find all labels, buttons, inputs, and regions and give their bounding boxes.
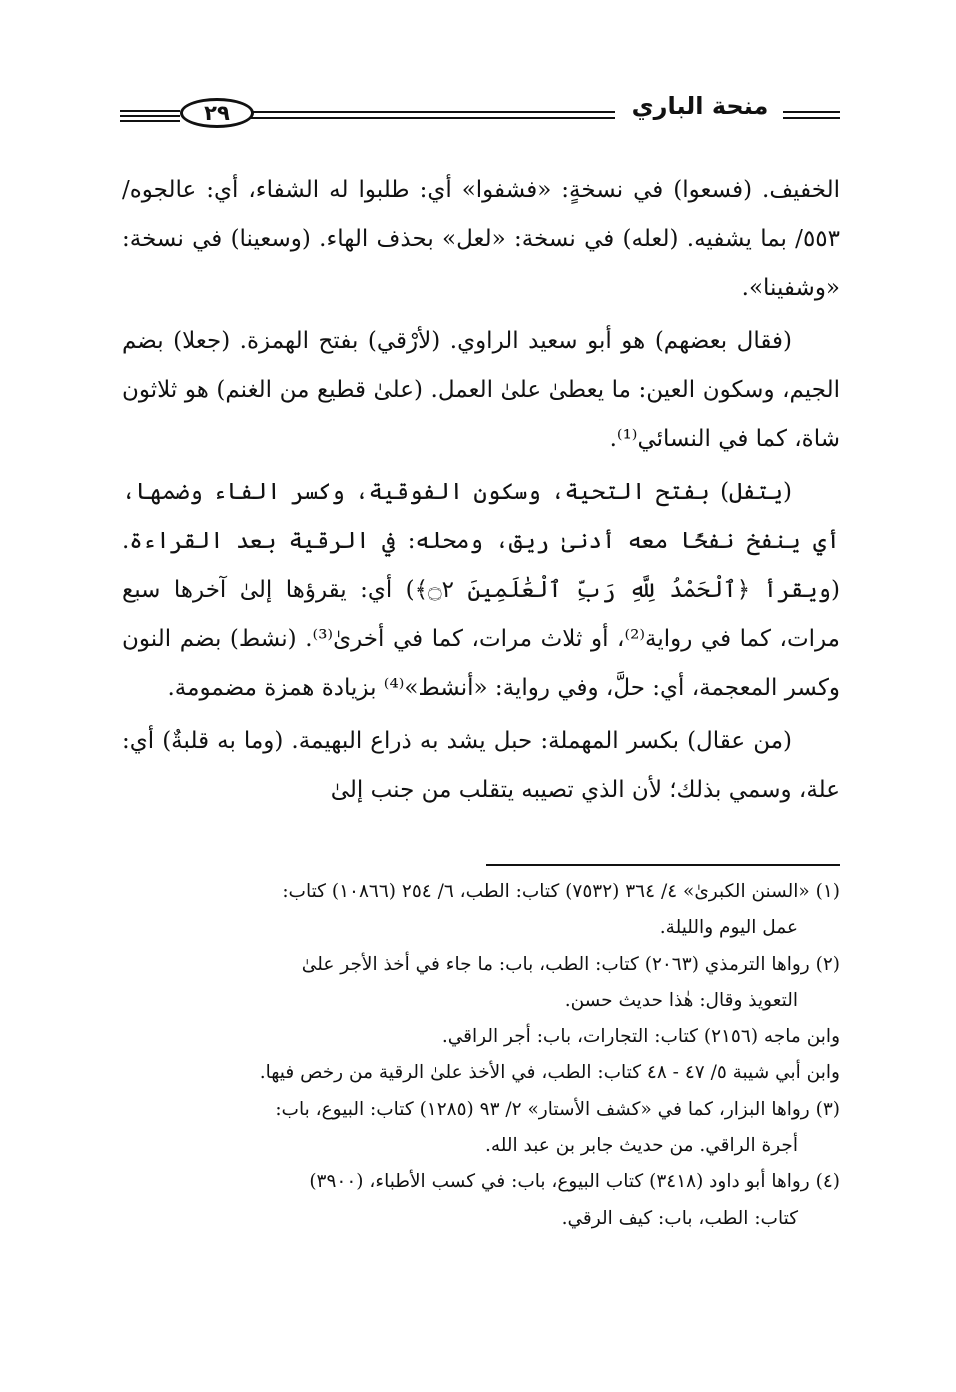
- footnote-line: (١) «السنن الكبرىٰ» ٤/ ٣٦٤ (٧٥٣٢) كتاب: الطب، ٦/ ٢٥٤ (١٠٨٦٦) كتاب:: [282, 881, 840, 902]
- footnote-line: وابن أبي شيبة ٥/ ٤٧ - ٤٨ كتاب: الطب، في الأخذ علىٰ الرقية من رخص فيها.: [259, 1062, 840, 1084]
- footnote-line: (٢) رواها الترمذي (٢٠٦٣) كتاب: الطب، باب: ما جاء في أخذ الأجر علىٰ: [301, 953, 840, 975]
- page-number: ٢٩: [180, 98, 254, 128]
- footnote-continuation: التعويذ وقال: هٰذا حديث حسن.: [564, 989, 798, 1011]
- footnote-continuation: عمل اليوم والليلة.: [659, 917, 798, 939]
- running-title: منحة الباري: [631, 92, 769, 120]
- header-rule: [783, 111, 840, 113]
- paragraph: الخفيف. (فسعوا) في نسخةٍ: «فشفوا» أي: طلبوا له الشفاء، أي: عالجوه/ ٥٥٣/ بما يشفيه. (لعله) في نسخة: «لعل» بحذف الهاء. (وسعينا) في نسخة: «وشفينا».: [122, 177, 840, 301]
- paragraph: (من عقال) بكسر المهملة: حبل يشد به ذراع البهيمة. (وما به قلبةٌ) أي: علة، وسمي بذلك؛ لأن الذي تصيبه يتقلب من جنب إلىٰ: [122, 728, 840, 803]
- header-ornament-line: [120, 115, 180, 117]
- header-rule: [783, 117, 840, 119]
- footnote-continuation: كتاب: الطب، باب: كيف الرقي.: [561, 1207, 798, 1229]
- footnote-line: (٣) رواها البزار، كما في «كشف الأستار» ٢/ ٩٣ (١٢٨٥) كتاب: البيوع، باب:: [275, 1098, 840, 1120]
- footnote-continuation: أجرة الراقي. من حديث جابر بن عبد الله.: [484, 1135, 798, 1157]
- header-ornament-line: [120, 110, 180, 112]
- footnote-line: (٤) رواها أبو داود (٣٤١٨) كتاب البيوع، باب: في كسب الأطباء، (٣٩٠٠): [309, 1171, 840, 1193]
- header-rule: [250, 117, 615, 119]
- paragraph: (فقال بعضهم) هو أبو سعيد الراوي. (لأرْقي) بفتح الهمزة. (جعلا) بضم الجيم، وسكون العين: ما يعطىٰ علىٰ العمل. (علىٰ قطيع من الغنم) هو ثلاثون شاة، كما في النسائي⁽¹⁾.: [122, 328, 840, 452]
- main-text: [122, 166, 840, 815]
- paragraph: (يتفل) بفتح التحية، وسكون الفوقية، وكسر الفاء وضمها، أي ينفخ نفخًا معه أدنىٰ ريق، ومحله: في الرقية بعد القراءة. (ويقرأ ﴿ٱلْحَمْدُ لِلَّهِ رَبِّ ٱلْعَٰلَمِينَ ۝٢﴾) أي: يقرؤها إلىٰ آخرها سبع مرات، كما في رواية⁽²⁾، أو ثلاث مرات، كما في أخرىٰ⁽³⁾. (نشط) بضم النون وكسر المعجمة، أي: حلَّ، وفي رواية: «أنشط»⁽⁴⁾ بزيادة همزة مضمومة.: [122, 479, 840, 701]
- footnotes: [122, 874, 840, 1237]
- footnote-separator: [486, 864, 840, 866]
- header-rule: [250, 111, 615, 113]
- footnote-line: وابن ماجه (٢١٥٦) كتاب: التجارات، باب: أجر الراقي.: [441, 1026, 840, 1048]
- header-ornament-line: [120, 120, 180, 122]
- page-header: [120, 92, 840, 138]
